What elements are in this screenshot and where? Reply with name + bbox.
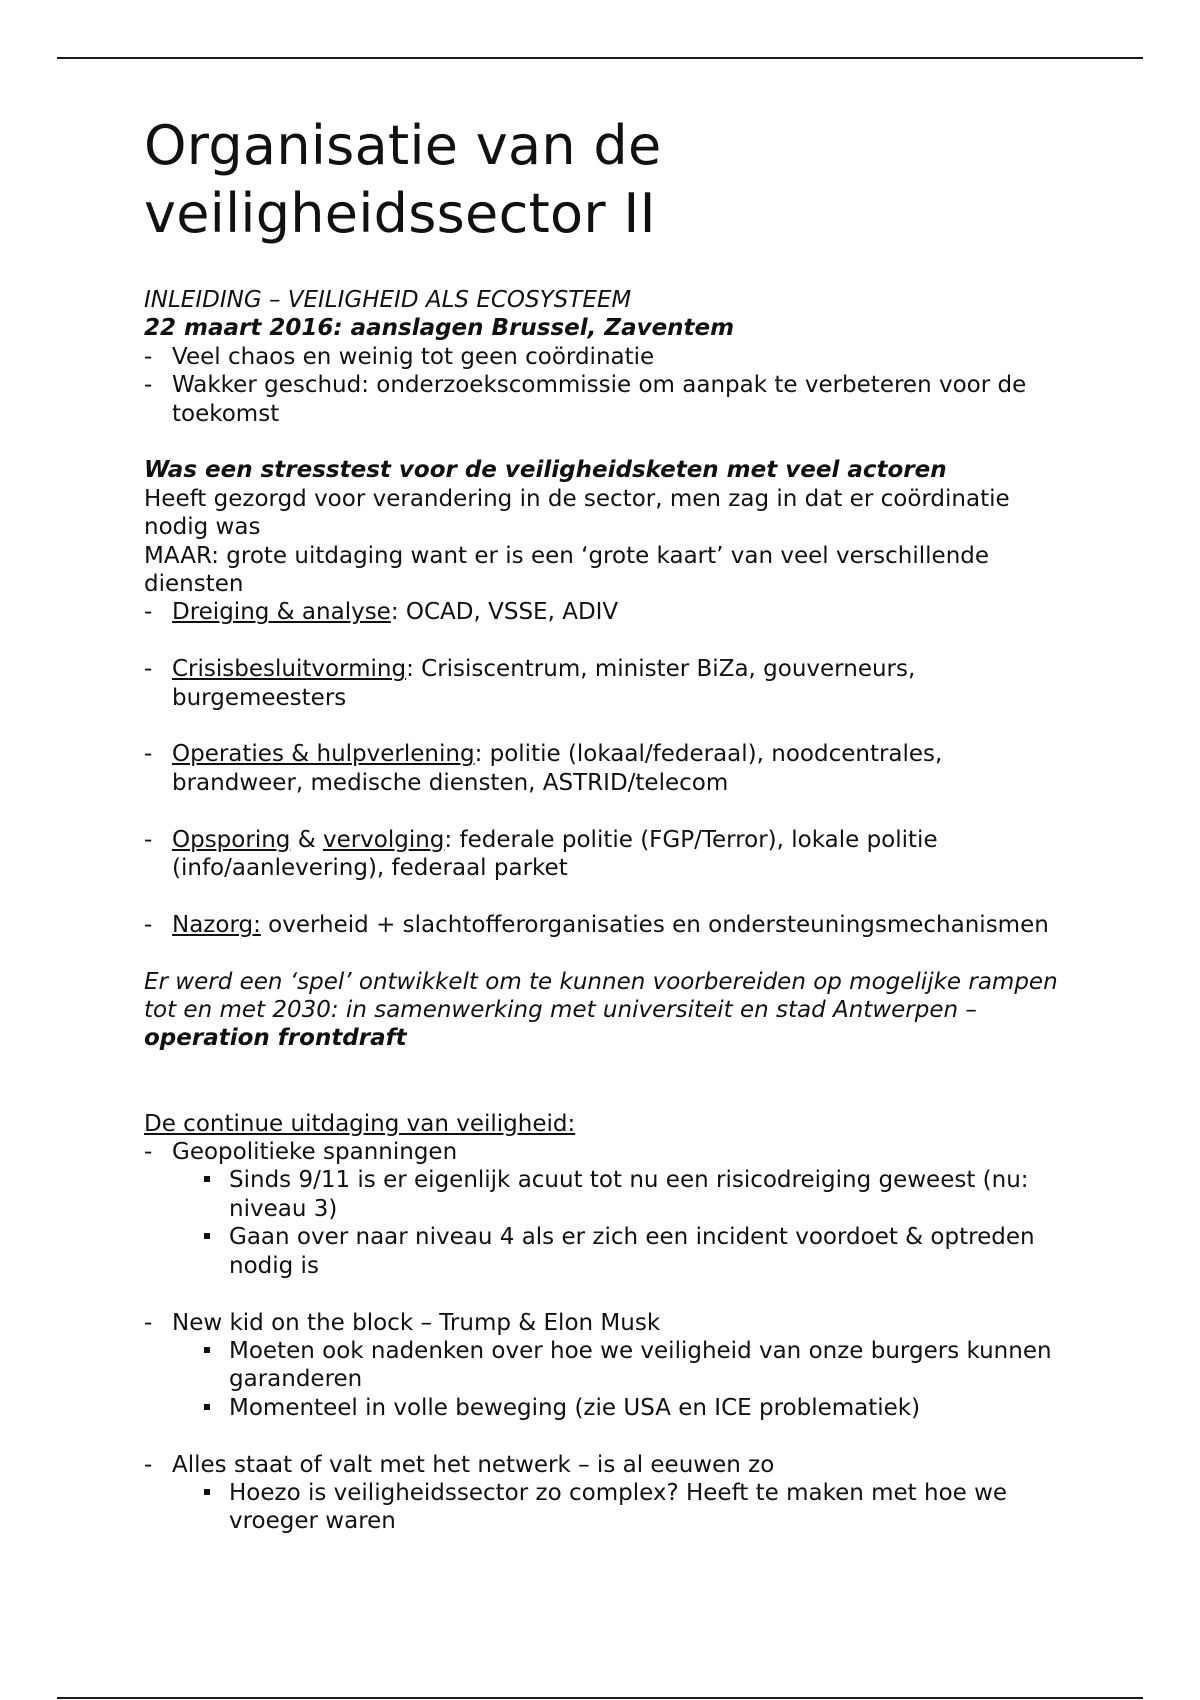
list-item-term: vervolging [322, 826, 445, 853]
list-item-label: Geopolitieke spanningen [172, 1139, 458, 1166]
list-item-text: : Crisiscentrum, minister BiZa, gouverneurs, burgemeesters [172, 656, 916, 711]
document-body [144, 112, 1074, 1536]
spacer [144, 428, 1074, 456]
list-item-investigation [144, 826, 1074, 883]
header-rule [57, 57, 1143, 59]
list-item: - Wakker geschud: onderzoekscommissie om aanpak te verbeteren voor de toekomst [144, 371, 1074, 428]
list-item-text: : OCAD, VSSE, ADIV [390, 599, 619, 626]
list-item-aftercare [144, 911, 1074, 939]
list-item-term: Nazorg: [172, 911, 261, 938]
list-item-geopolitics [144, 1138, 1074, 1280]
sub-list [172, 1479, 1074, 1536]
actors-list-cont-2 [144, 740, 1074, 797]
list-item-term-separator: & [290, 826, 323, 853]
section1-list [144, 343, 1074, 428]
list-item-text: : federale politie (FGP/Terror), lokale politie (info/aanlevering), federaal parket [172, 826, 938, 882]
spacer [144, 939, 1074, 967]
list-item-label: New kid on the block – Trump & Elon Musk [172, 1309, 661, 1336]
list-item-term: Dreiging & analyse [172, 599, 391, 626]
actors-list-cont-3 [144, 826, 1074, 883]
page-title: Organisatie van de veiligheidssector II [144, 114, 662, 245]
actors-list-cont-4 [144, 911, 1074, 939]
list-item-label: Alles staat of valt met het netwerk – is al eeuwen zo [172, 1451, 775, 1478]
section1-heading: 22 maart 2016: aanslagen Brussel, Zaventem [144, 315, 735, 342]
list-item-crisis-decision [144, 655, 1074, 712]
sub-list [172, 1166, 1074, 1280]
footer-rule [57, 1697, 1143, 1699]
sub-list-item: Moeten ook nadenken over hoe we veiligheid van onze burgers kunnen garanderen [172, 1337, 1074, 1394]
challenges-list-cont-2 [144, 1451, 1074, 1536]
sub-list-item: Gaan over naar niveau 4 als er zich een incident voordoet & optreden nodig is [172, 1223, 1074, 1280]
sub-list [172, 1337, 1074, 1422]
spacer [144, 797, 1074, 825]
list-item-term: Opsporing [172, 826, 291, 853]
section2-paragraph-1: Heeft gezorgd voor verandering in de sector, men zag in dat er coördinatie nodig was [144, 485, 1010, 541]
list-item-text: : politie (lokaal/federaal), noodcentrales, brandweer, medische diensten, ASTRID/telecom [172, 741, 943, 796]
list-item-new-kid [144, 1309, 1074, 1423]
list-item-term: Operaties & hulpverlening [172, 741, 475, 768]
list-item-threat-analysis [144, 598, 1074, 626]
list-item-term: Crisisbesluitvorming [172, 656, 407, 683]
game-note [144, 968, 1074, 1053]
list-item-operations [144, 740, 1074, 797]
sub-list-item: Sinds 9/11 is er eigenlijk acuut tot nu een risicodreiging geweest (nu: niveau 3) [172, 1166, 1074, 1223]
spacer [144, 627, 1074, 655]
actors-list-cont-1 [144, 655, 1074, 712]
intro-heading: INLEIDING – VEILIGHEID ALS ECOSYSTEEM [144, 287, 632, 313]
list-item: - Veel chaos en weinig tot geen coördinatie [144, 343, 1074, 371]
spacer [144, 1280, 1074, 1308]
challenges-list-cont-1 [144, 1309, 1074, 1423]
sub-list-item: Momenteel in volle beweging (zie USA en ICE problematiek) [172, 1394, 1074, 1422]
game-note-text: Er werd een ‘spel’ ontwikkelt om te kunnen voorbereiden op mogelijke rampen tot en met 2030: in samenwerking met universiteit en stad Antwerpen – [144, 968, 1058, 1024]
section2-heading: Was een stresstest voor de veiligheidsketen met veel actoren [144, 457, 947, 484]
spacer [144, 882, 1074, 910]
list-item-network [144, 1451, 1074, 1536]
spacer [144, 1053, 1074, 1110]
game-name: operation frontdraft [144, 1025, 407, 1052]
spacer [144, 1422, 1074, 1450]
actors-list [144, 598, 1074, 626]
section2-paragraph-2: MAAR: grote uitdaging want er is een ‘grote kaart’ van veel verschillende diensten [144, 542, 990, 598]
spacer [144, 712, 1074, 740]
sub-list-item: Hoezo is veiligheidssector zo complex? Heeft te maken met hoe we vroeger waren [172, 1479, 1074, 1536]
section3-heading: De continue uitdaging van veiligheid: [144, 1110, 576, 1137]
challenges-list [144, 1138, 1074, 1280]
list-item-text: overheid + slachtofferorganisaties en ondersteuningsmechanismen [260, 911, 1049, 938]
